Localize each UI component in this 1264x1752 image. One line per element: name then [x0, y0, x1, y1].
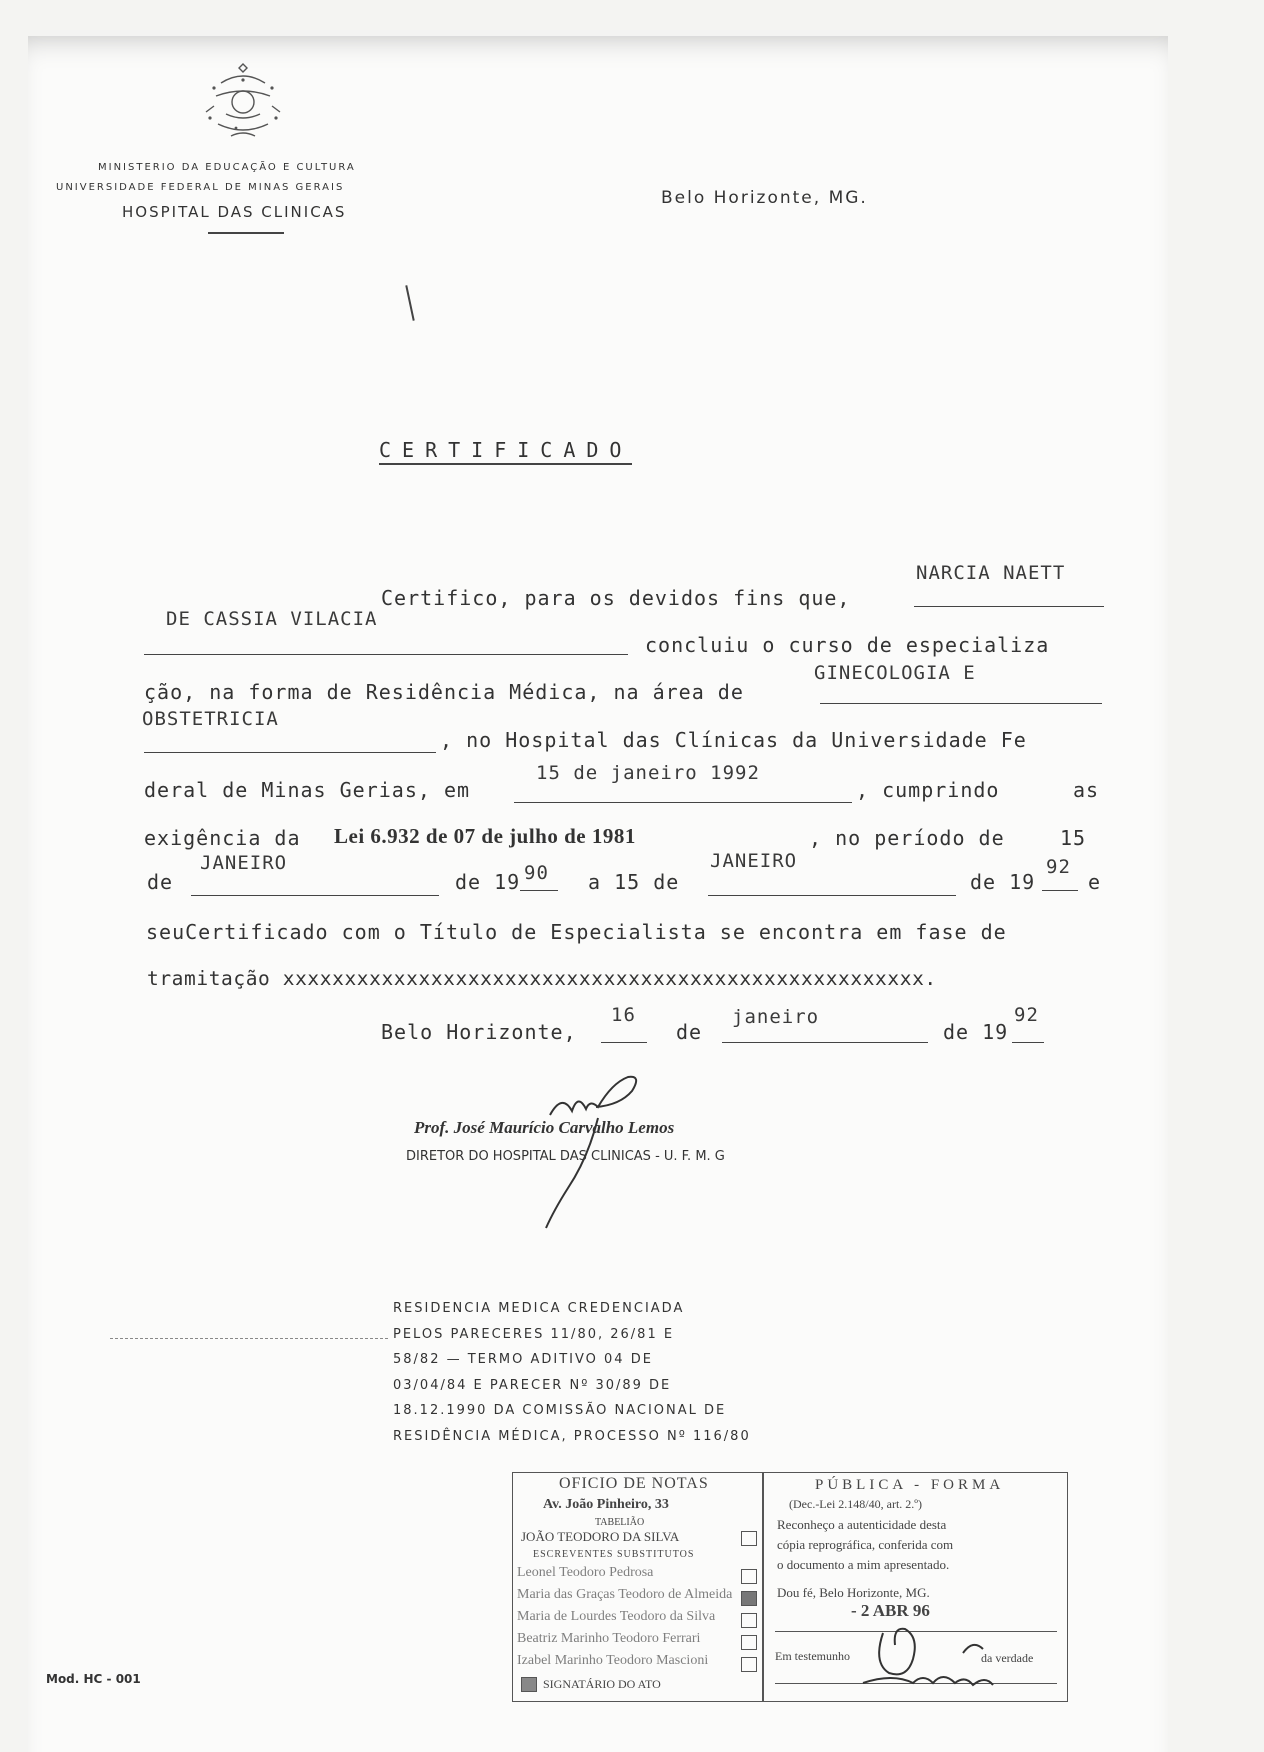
clerk-name: Maria das Graças Teodoro de Almeida: [517, 1587, 733, 1602]
clerk-checkbox: [741, 1569, 757, 1584]
header-rule: [208, 232, 284, 234]
period-start-month: JANEIRO: [200, 852, 288, 874]
pf-title: PÚBLICA - FORMA: [815, 1477, 1005, 1493]
body-line8: seuCertificado com o Título de Especialista se encontra em fase de: [146, 920, 1007, 944]
body-line6-suffix: , no período de: [809, 826, 1005, 850]
body-line3: ção, na forma de Residência Médica, na área de: [144, 680, 744, 704]
body-line5-as: as: [1073, 778, 1100, 802]
clerk-checkbox: [741, 1635, 757, 1650]
pf-witness: Em testemunho: [775, 1649, 850, 1663]
period-start-year: 90: [524, 862, 549, 884]
ministry-line: MINISTERIO DA EDUCAÇÃO E CULTURA: [98, 162, 356, 173]
law-reference: Lei 6.932 de 07 de julho de 1981: [334, 824, 636, 848]
accreditation-block: [393, 1296, 751, 1449]
date-city: Belo Horizonte,: [381, 1020, 577, 1044]
header-city: Belo Horizonte, MG.: [661, 188, 868, 208]
completion-date-underline: [514, 802, 852, 803]
notary-clerks-title: ESCREVENTES SUBSTITUTOS: [533, 1549, 695, 1560]
body-line9: tramitação xxxxxxxxxxxxxxxxxxxxxxxxxxxxxxxxxxxxxxxxxxxxxxxxxxxx.: [147, 967, 937, 990]
date-day: 16: [611, 1004, 636, 1026]
dashed-rule: [110, 1338, 388, 1339]
certificate-title: CERTIFICADO: [379, 438, 632, 465]
date-de: de: [676, 1020, 703, 1044]
name-part1: NARCIA NAETT: [916, 562, 1066, 584]
notary-name: JOÃO TEODORO DA SILVA: [521, 1529, 680, 1544]
date-month: janeiro: [732, 1006, 820, 1028]
notary-stamp: [512, 1472, 764, 1702]
pf-decree: (Dec.-Lei 2.148/40, art. 2.º): [789, 1497, 923, 1511]
pf-text-3: o documento a mim apresentado.: [777, 1557, 950, 1572]
accreditation-line: PELOS PARECERES 11/80, 26/81 E: [393, 1326, 675, 1342]
date-year-underline: [1012, 1042, 1044, 1043]
pf-doufe: Dou fé, Belo Horizonte, MG.: [777, 1585, 930, 1600]
accreditation-line: 58/82 — TERMO ADITIVO 04 DE: [393, 1352, 653, 1367]
period-end-year: 92: [1046, 856, 1071, 878]
pf-text-2: cópia reprográfica, conferida com: [777, 1537, 954, 1552]
body-line5: deral de Minas Gerias, em: [144, 778, 471, 802]
clerk-checkbox: [741, 1613, 757, 1628]
accreditation-line: 03/04/84 E PARECER Nº 30/89 DE: [393, 1377, 672, 1393]
pf-truth: da verdade: [981, 1651, 1034, 1665]
pf-stamp-date: - 2 ABR 96: [851, 1601, 930, 1620]
period-end-year-underline: [1042, 890, 1078, 891]
name-underline-1: [914, 606, 1104, 607]
notary-signature: [843, 1613, 1003, 1701]
clerk-name: Maria de Lourdes Teodoro da Silva: [517, 1609, 716, 1624]
accreditation-line: RESIDÊNCIA MÉDICA, PROCESSO Nº 116/80: [393, 1428, 751, 1444]
date-month-underline: [722, 1042, 928, 1043]
completion-date: 15 de janeiro 1992: [536, 762, 760, 784]
body-line6-prefix: exigência da: [144, 826, 301, 850]
date-day-underline: [601, 1042, 647, 1043]
date-year: 92: [1014, 1004, 1039, 1026]
notary-address: Av. João Pinheiro, 33: [543, 1497, 669, 1512]
area-part2: OBSTETRICIA: [142, 708, 279, 730]
model-code: Mod. HC - 001: [46, 1672, 141, 1686]
area-underline-1: [820, 703, 1102, 704]
accreditation-line: 18.12.1990 DA COMISSÃO NACIONAL DE: [393, 1403, 727, 1418]
university-line: UNIVERSIDADE FEDERAL DE MINAS GERAIS: [56, 182, 345, 193]
body-line5-tail: , cumprindo: [856, 778, 1000, 802]
notary-office: OFICIO DE NOTAS: [559, 1475, 709, 1492]
body-line4: , no Hospital das Clínicas da Universidade Fe: [440, 728, 1027, 752]
body-line2: concluiu o curso de especializa: [645, 633, 1050, 657]
body-line1: Certifico, para os devidos fins que,: [381, 586, 851, 610]
accreditation-line: RESIDENCIA MEDICA CREDENCIADA: [393, 1301, 685, 1316]
period-start-month-underline: [191, 895, 439, 896]
body-line7-e: e: [1088, 870, 1102, 894]
clerk-name: Leonel Teodoro Pedrosa: [517, 1565, 654, 1580]
pf-text-1: Reconheço a autenticidade desta: [777, 1517, 947, 1532]
period-end-month: JANEIRO: [710, 850, 798, 872]
signer-title: DIRETOR DO HOSPITAL DAS CLINICAS - U. F. M. G: [406, 1149, 725, 1164]
date-de19: de 19: [943, 1020, 1009, 1044]
area-underline-2: [144, 752, 436, 753]
notary-signatory: SIGNATÁRIO DO ATO: [543, 1677, 661, 1691]
clerk-name: Izabel Marinho Teodoro Mascioni: [517, 1653, 709, 1668]
period-start-day: 15: [1060, 826, 1087, 850]
signatory-checkbox: [521, 1677, 537, 1692]
notary-role: TABELIÃO: [595, 1517, 645, 1528]
period-start-year-underline: [520, 890, 558, 891]
clerk-checkbox: [741, 1657, 757, 1672]
period-end-month-underline: [708, 895, 956, 896]
publica-forma-stamp: [762, 1472, 1068, 1702]
clerk-name: Beatriz Marinho Teodoro Ferrari: [517, 1631, 701, 1646]
body-line7-a15de: a 15 de: [588, 870, 680, 894]
body-line7-de19b: de 19: [970, 870, 1036, 894]
clerk-checkbox-marked: [741, 1591, 757, 1606]
body-line7-de: de: [147, 870, 174, 894]
signer-name: Prof. José Maurício Carvalho Lemos: [414, 1118, 675, 1137]
name-underline-2: [144, 654, 628, 655]
notary-checkbox: [741, 1531, 757, 1546]
hospital-line: HOSPITAL DAS CLINICAS: [122, 203, 347, 221]
body-line7-de19: de 19: [455, 870, 521, 894]
area-part1: GINECOLOGIA E: [814, 662, 976, 684]
name-part2: DE CASSIA VILACIA: [166, 608, 378, 630]
coat-of-arms-icon: [196, 58, 291, 150]
